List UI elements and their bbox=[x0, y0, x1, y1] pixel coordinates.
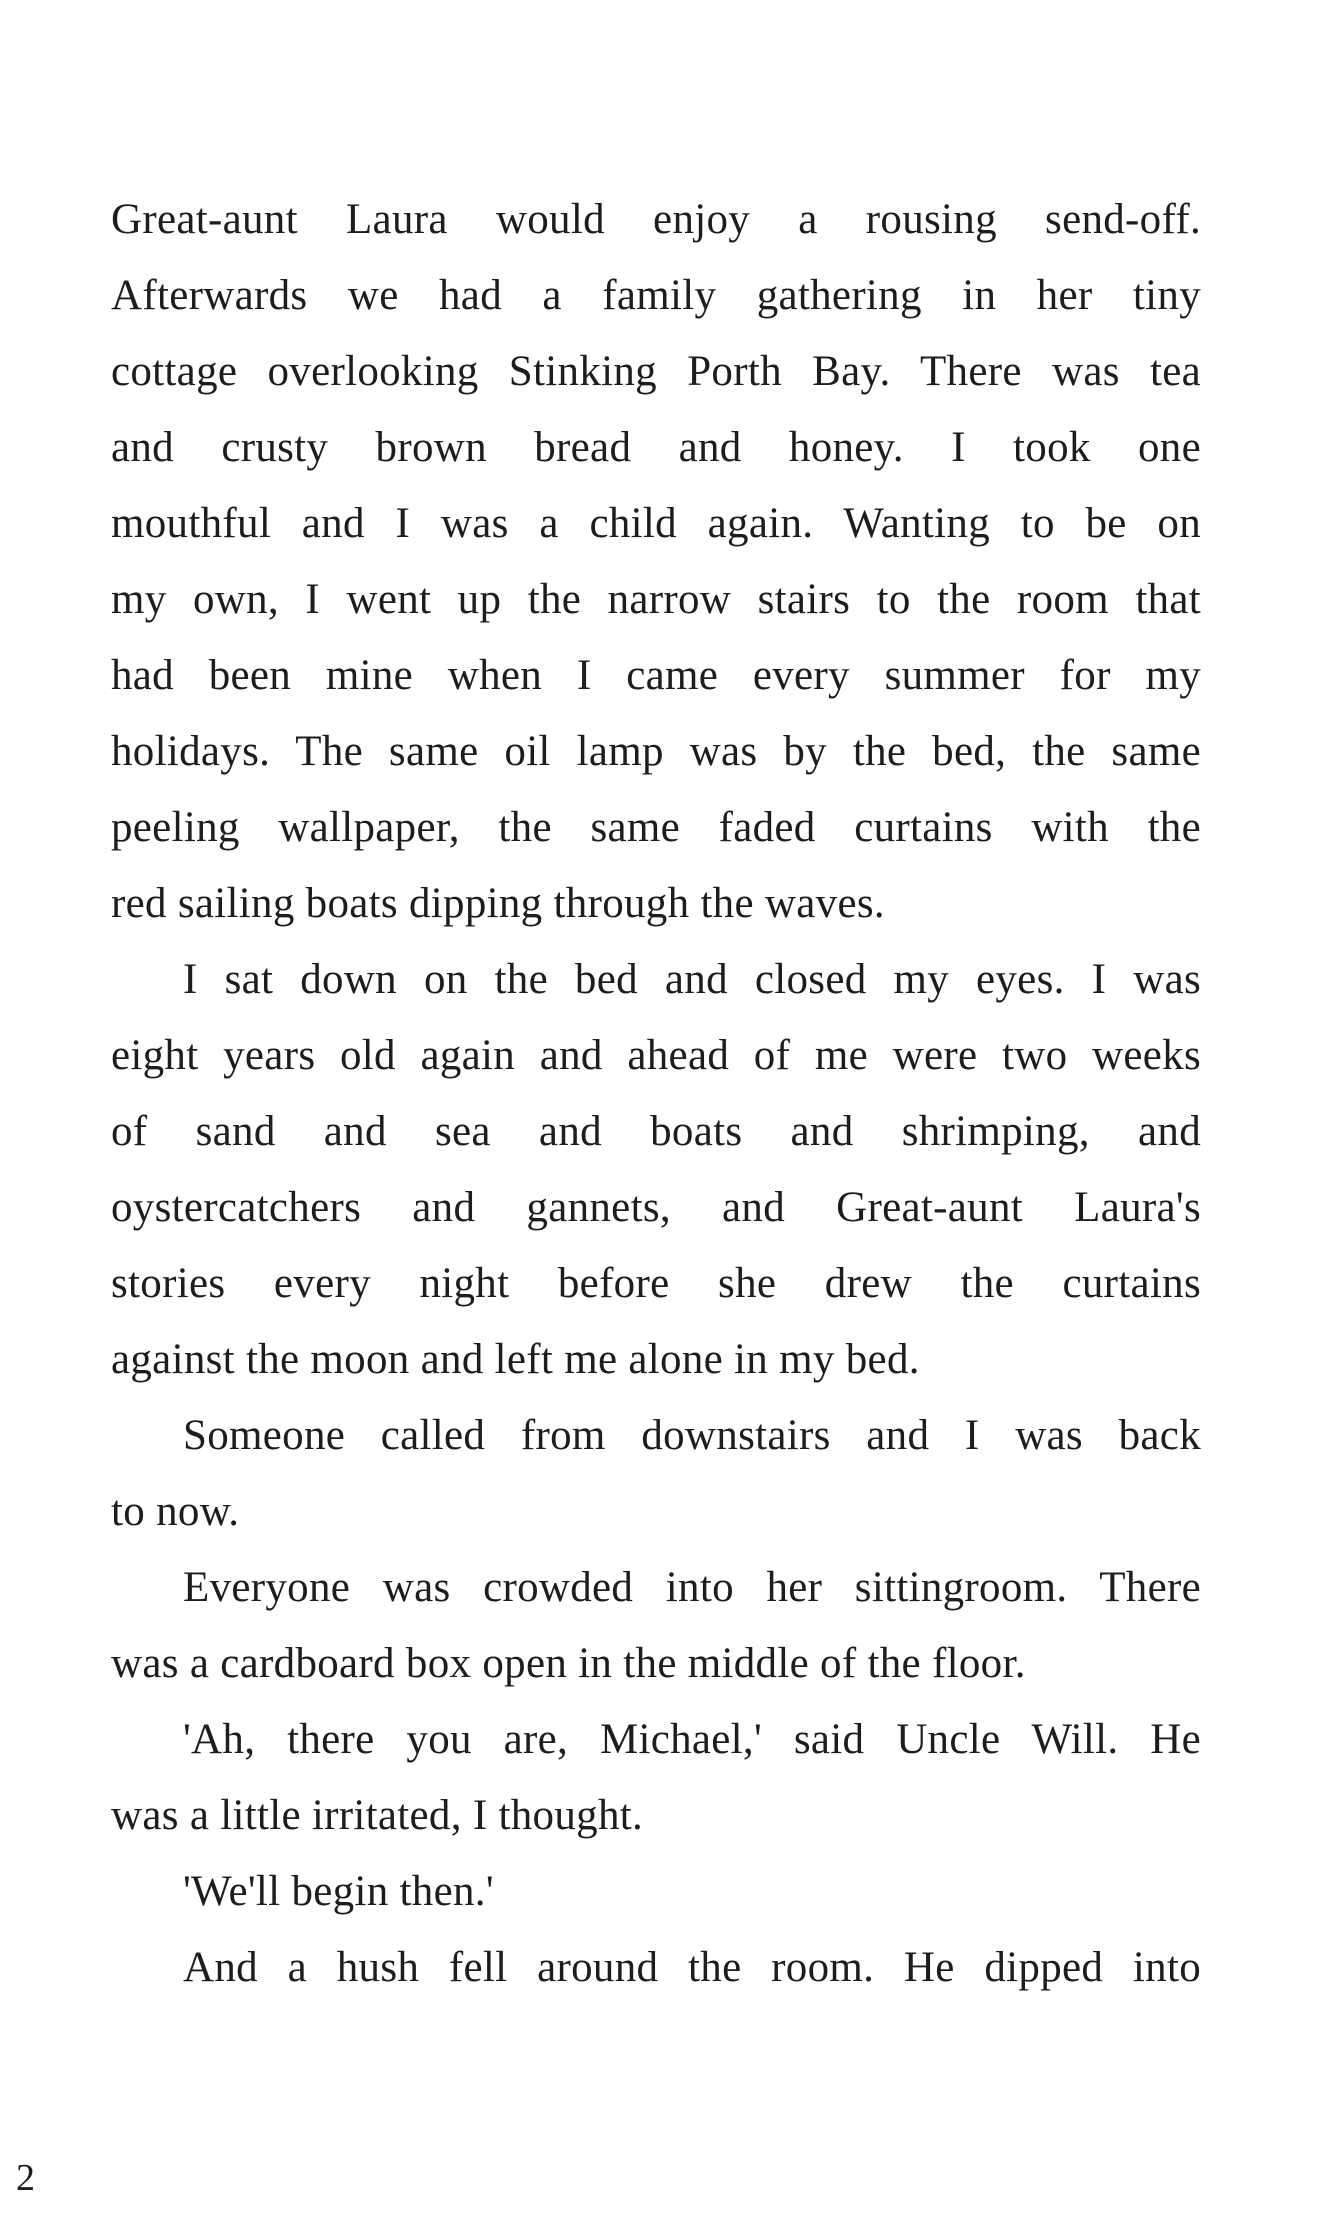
text-line: mouthful and I was a child again. Wanting to be on bbox=[111, 500, 1201, 547]
text-line: against the moon and left me alone in my bed. bbox=[111, 1336, 920, 1383]
text-line: Great-aunt Laura would enjoy a rousing send-off. bbox=[111, 196, 1201, 243]
text-line: holidays. The same oil lamp was by the bed, the same bbox=[111, 728, 1201, 775]
text-line: of sand and sea and boats and shrimping, and bbox=[111, 1108, 1201, 1155]
text-line: 'Ah, there you are, Michael,' said Uncle Will. He bbox=[183, 1716, 1201, 1763]
text-line: to now. bbox=[111, 1488, 240, 1535]
text-line: I sat down on the bed and closed my eyes. I was bbox=[183, 956, 1201, 1003]
text-line: stories every night before she drew the curtains bbox=[111, 1260, 1201, 1307]
text-line: 'We'll begin then.' bbox=[183, 1868, 494, 1915]
text-line: was a little irritated, I thought. bbox=[111, 1792, 644, 1839]
text-line: cottage overlooking Stinking Porth Bay. There was tea bbox=[111, 348, 1201, 395]
text-line: was a cardboard box open in the middle of the floor. bbox=[111, 1640, 1026, 1687]
text-line: eight years old again and ahead of me were two weeks bbox=[111, 1032, 1201, 1079]
page-number: 2 bbox=[16, 2157, 35, 2199]
text-line: red sailing boats dipping through the waves. bbox=[111, 880, 885, 927]
text-line: Afterwards we had a family gathering in her tiny bbox=[111, 272, 1201, 319]
text-line: peeling wallpaper, the same faded curtains with the bbox=[111, 804, 1201, 851]
text-line: Someone called from downstairs and I was back bbox=[183, 1412, 1201, 1459]
page-body-text bbox=[111, 182, 1201, 2006]
text-line: and crusty brown bread and honey. I took one bbox=[111, 424, 1201, 471]
text-line: Everyone was crowded into her sittingroom. There bbox=[183, 1564, 1201, 1611]
text-line: oystercatchers and gannets, and Great-aunt Laura's bbox=[111, 1184, 1201, 1231]
text-line: had been mine when I came every summer for my bbox=[111, 652, 1201, 699]
text-line: And a hush fell around the room. He dipped into bbox=[183, 1944, 1201, 1991]
text-line: my own, I went up the narrow stairs to the room that bbox=[111, 576, 1201, 623]
